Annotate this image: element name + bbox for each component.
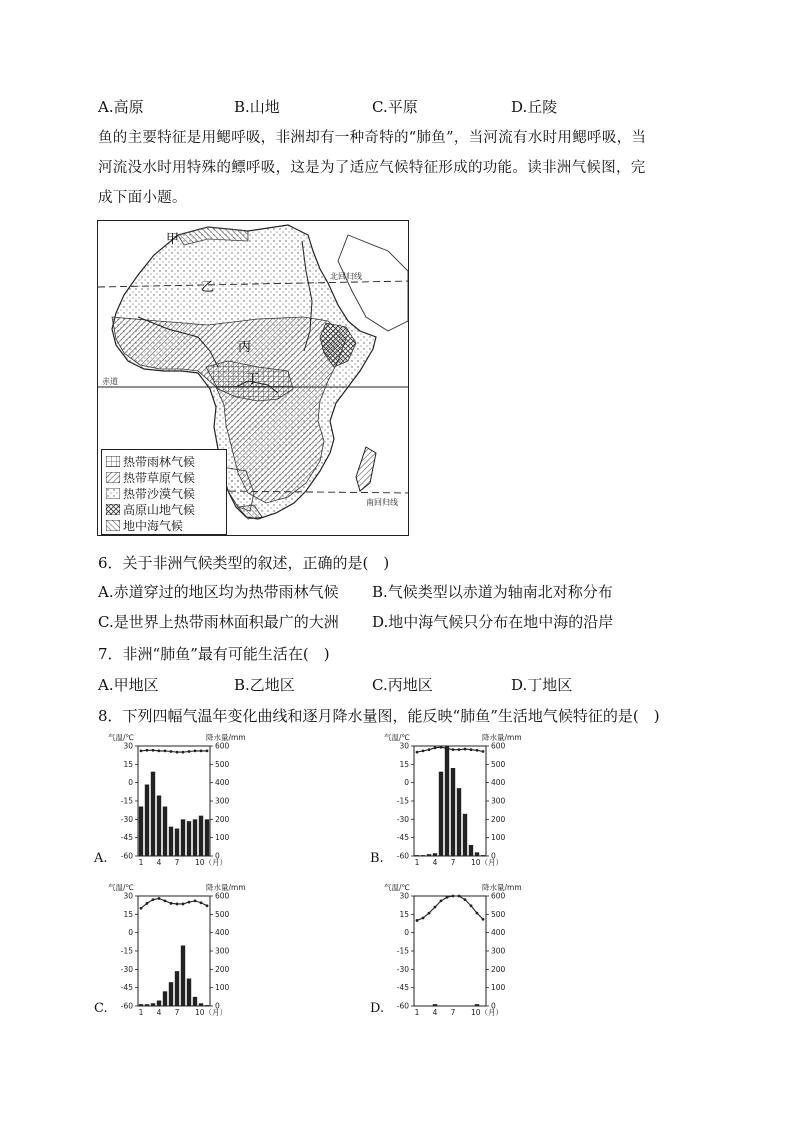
chart-a-precip-bar: [193, 819, 197, 856]
legend-mediterranean: [106, 517, 183, 534]
chart-b-temp-point: [464, 748, 467, 751]
q7-option-a: A.甲地区: [98, 676, 159, 694]
chart-c-x-tick-label: 10（月）: [195, 1008, 228, 1017]
chart-c-temp-point: [152, 898, 155, 901]
chart-a-precip-bar: [139, 807, 143, 857]
chart-b-precip-bar: [433, 853, 437, 856]
chart-b-precip-bar: [481, 855, 485, 856]
chart-c-precip-bar: [145, 1004, 149, 1006]
q6-option-b: B.气候类型以赤道为轴南北对称分布: [372, 583, 613, 601]
chart-c-ylabel-left: 气温/℃: [108, 883, 134, 892]
q6-stem: 6．关于非洲气候类型的叙述，正确的是( ): [98, 554, 390, 572]
chart-a-precip-tick-label: 300: [215, 796, 230, 806]
chart-b-temp-tick-label: -60: [396, 851, 409, 861]
chart-b-precip-tick-label: 400: [491, 778, 506, 788]
chart-b-precip-bar: [469, 845, 473, 856]
chart-b-temp-point: [428, 748, 431, 751]
chart-b-precip-tick-label: 600: [491, 741, 506, 751]
chart-c-temp-tick-label: -45: [120, 983, 133, 993]
chart-b-x-tick-label: 1: [414, 858, 420, 867]
chart-b-temp-tick-label: 0: [404, 778, 409, 788]
chart-c-precip-bar: [205, 1005, 209, 1006]
chart-d-temp-point: [416, 919, 419, 922]
chart-b-precip-bar: [463, 814, 467, 856]
chart-c-temp-line: [141, 898, 207, 908]
legend-savanna-swatch: [106, 472, 120, 483]
chart-d-temp-point: [476, 912, 479, 915]
madagascar: [356, 447, 376, 491]
chart-b-temp-point: [482, 750, 485, 753]
option-d-hill: D.丘陵: [511, 98, 558, 116]
region-jia: 甲: [166, 232, 180, 247]
chart-c-temp-point: [176, 903, 179, 906]
chart-c-precip-tick-label: 100: [215, 983, 230, 993]
region-yi: 乙: [201, 280, 215, 295]
chart-a-precip-tick-label: 600: [215, 741, 230, 751]
chart-c-temp-point: [182, 903, 185, 906]
chart-b-x-tick-label: 4: [432, 858, 438, 867]
chart-b-temp-point: [422, 749, 425, 752]
legend-highland-swatch: [106, 504, 120, 515]
chart-d-temp-point: [434, 906, 437, 909]
chart-d-temp-tick-label: -30: [396, 964, 409, 974]
chart-d-precip-bar: [475, 1004, 479, 1006]
legend-mediterranean-swatch: [106, 520, 120, 531]
q6-option-d: D.地中海气候只分布在地中海的沿岸: [372, 613, 614, 631]
chart-d-temp-line: [417, 896, 483, 920]
chart-a-precip-bar: [181, 819, 185, 856]
legend-savanna: [106, 469, 195, 486]
chart-a-temp-tick-label: 15: [123, 759, 133, 769]
chart-c-temp-point: [158, 897, 161, 900]
chart-d-precip-tick-label: 0: [491, 1001, 496, 1011]
chart-d-x-tick-label: 1: [414, 1008, 420, 1017]
region-ding: 丁: [246, 372, 260, 387]
chart-c-precip-bar: [151, 1003, 155, 1006]
chart-c-precip-tick-label: 500: [215, 909, 230, 919]
chart-d-temp-point: [470, 904, 473, 907]
chart-a-ylabel-left: 气温/℃: [108, 733, 134, 742]
chart-c-temp-point: [164, 899, 167, 902]
option-c-plain: C.平原: [372, 98, 418, 116]
chart-c-temp-tick-label: -30: [120, 964, 133, 974]
chart-a-temp-line: [141, 750, 207, 752]
chart-d-ylabel-right: 降水量/mm: [482, 883, 522, 892]
chart-a-precip-bar: [187, 821, 191, 856]
chart-b-precip-tick-label: 0: [491, 851, 496, 861]
chart-b-precip-bar: [457, 788, 461, 856]
chart-c-precip-tick-label: 200: [215, 964, 230, 974]
chart-c-temp-point: [188, 901, 191, 904]
chart-b-temp-point: [446, 747, 449, 750]
chart-a-temp-point: [164, 749, 167, 752]
chart-b-ylabel-right: 降水量/mm: [482, 733, 522, 742]
q7-option-d: D.丁地区: [511, 676, 573, 694]
chart-a-precip-bar: [163, 807, 167, 857]
chart-b-temp-tick-label: 15: [399, 759, 409, 769]
chart-a-temp-point: [200, 749, 203, 752]
chart-c-precip-bar: [163, 991, 167, 1006]
chart-a-temp-point: [146, 749, 149, 752]
chart-b-precip-bar: [445, 746, 449, 856]
chart-b-precip-bar: [439, 772, 443, 856]
chart-d-temp-point: [446, 896, 449, 899]
chart-d-temp-point: [482, 918, 485, 921]
chart-a-temp-point: [158, 749, 161, 752]
chart-a-precip-bar: [205, 819, 209, 856]
chart-b-precip-bar: [427, 854, 431, 856]
chart-b-frame: [414, 746, 486, 856]
chart-d-temp-tick-label: -60: [396, 1001, 409, 1011]
chart-a-temp-point: [194, 749, 197, 752]
chart-d-x-tick-label: 7: [450, 1008, 456, 1017]
chart-b-temp-tick-label: -30: [396, 814, 409, 824]
chart-d-temp-point: [428, 912, 431, 915]
chart-c-precip-tick-label: 600: [215, 891, 230, 901]
chart-d-ylabel-left: 气温/℃: [384, 883, 410, 892]
chart-c-frame: [138, 896, 210, 1006]
chart-a-precip-bar: [199, 816, 203, 856]
chart-d-x-tick-label: 4: [432, 1008, 438, 1017]
chart-b-temp-point: [470, 748, 473, 751]
chart-c-temp-tick-label: -60: [120, 1001, 133, 1011]
chart-c-precip-tick-label: 400: [215, 928, 230, 938]
chart-a-temp-tick-label: 30: [123, 741, 133, 751]
chart-b-option-label: B.: [370, 851, 384, 866]
legend-rainforest-swatch: [106, 456, 120, 467]
chart-a-precip-bar: [169, 827, 173, 856]
legend-highland-label: 高原山地气候: [123, 503, 196, 517]
chart-a-temp-tick-label: -30: [120, 814, 133, 824]
chart-a-temp-tick-label: -60: [120, 851, 133, 861]
legend-desert: [106, 485, 195, 502]
q7-stem: 7．非洲“肺鱼”最有可能生活在( ): [98, 645, 330, 663]
chart-c-precip-bar: [157, 1001, 161, 1007]
chart-d-temp-point: [452, 895, 455, 898]
tropic-north-label: 北回归线: [330, 272, 362, 281]
chart-a-temp-point: [176, 751, 179, 754]
chart-c-temp-tick-label: 30: [123, 891, 133, 901]
intro-line-3: 成下面小题。: [98, 190, 187, 206]
chart-b-temp-point: [452, 748, 455, 751]
option-a-plateau: A.高原: [98, 98, 144, 116]
map-legend: [101, 449, 227, 535]
chart-b-temp-point: [434, 746, 437, 749]
chart-c-precip-tick-label: 300: [215, 946, 230, 956]
chart-b-temp-point: [458, 748, 461, 751]
chart-a-precip-tick-label: 0: [215, 851, 220, 861]
chart-c-temp-point: [200, 901, 203, 904]
legend-desert-swatch: [106, 488, 120, 499]
equator-label: 赤道: [102, 377, 118, 386]
chart-a-precip-bar: [175, 829, 179, 857]
chart-c-precip-bar: [139, 1004, 143, 1006]
chart-a-precip-tick-label: 200: [215, 814, 230, 824]
chart-b-temp-point: [440, 746, 443, 749]
arabia-coast: [338, 235, 408, 331]
chart-c-temp-tick-label: 15: [123, 909, 133, 919]
chart-b-temp-line: [417, 747, 483, 752]
tropic-south-label: 南回归线: [366, 498, 398, 507]
climate-chart-a: [94, 730, 254, 872]
chart-a-temp-tick-label: -15: [120, 796, 133, 806]
chart-d-precip-tick-label: 200: [491, 964, 506, 974]
chart-d-option-label: D.: [370, 1001, 385, 1016]
intro-line-2: 河流没水时用特殊的鳔呼吸，这是为了适应气候特征形成的功能。读非洲气候图，完: [98, 160, 646, 176]
chart-c-precip-bar: [193, 997, 197, 1006]
chart-b-x-tick-label: 10（月）: [471, 858, 504, 867]
chart-a-x-tick-label: 4: [156, 858, 162, 867]
chart-b-temp-point: [416, 751, 419, 754]
chart-a-x-tick-label: 7: [174, 858, 180, 867]
chart-b-precip-tick-label: 200: [491, 814, 506, 824]
legend-savanna-label: 热带草原气候: [123, 471, 196, 485]
chart-c-temp-point: [146, 902, 149, 905]
chart-b-precip-tick-label: 500: [491, 759, 506, 769]
chart-c-precip-bar: [175, 971, 179, 1006]
legend-mediterranean-label: 地中海气候: [123, 519, 184, 533]
chart-d-frame: [414, 896, 486, 1006]
chart-c-temp-point: [206, 904, 209, 907]
chart-a-ylabel-right: 降水量/mm: [206, 733, 246, 742]
chart-d-precip-tick-label: 600: [491, 891, 506, 901]
chart-c-ylabel-right: 降水量/mm: [206, 883, 246, 892]
region-bing: 丙: [238, 340, 252, 355]
chart-b-precip-bar: [415, 855, 419, 856]
chart-b-precip-bar: [421, 855, 425, 856]
chart-c-x-tick-label: 4: [156, 1008, 162, 1017]
chart-a-x-tick-label: 1: [138, 858, 144, 867]
chart-d-x-tick-label: 10（月）: [471, 1008, 504, 1017]
chart-d-temp-tick-label: 0: [404, 928, 409, 938]
chart-a-temp-tick-label: 0: [128, 778, 133, 788]
q7-option-c: C.丙地区: [372, 676, 433, 694]
chart-a-temp-point: [140, 749, 143, 752]
chart-a-precip-tick-label: 400: [215, 778, 230, 788]
chart-a-temp-point: [206, 749, 209, 752]
chart-b-precip-bar: [475, 852, 479, 856]
chart-d-precip-tick-label: 400: [491, 928, 506, 938]
intro-line-1: 鱼的主要特征是用鳃呼吸，非洲却有一种奇特的“肺鱼”，当河流有水时用鳃呼吸，当: [98, 130, 647, 146]
chart-b-temp-point: [476, 749, 479, 752]
chart-d-temp-point: [422, 917, 425, 920]
chart-b-temp-tick-label: 30: [399, 741, 409, 751]
chart-c-precip-bar: [169, 982, 173, 1006]
chart-d-precip-tick-label: 300: [491, 946, 506, 956]
chart-a-temp-point: [182, 751, 185, 754]
chart-d-precip-tick-label: 100: [491, 983, 506, 993]
chart-a-precip-bar: [151, 772, 155, 856]
chart-d-temp-tick-label: 15: [399, 909, 409, 919]
chart-a-precip-bar: [157, 796, 161, 857]
climate-chart-b: [370, 730, 530, 872]
africa-climate-map: [97, 220, 409, 536]
chart-c-x-tick-label: 7: [174, 1008, 180, 1017]
q7-option-b: B.乙地区: [234, 676, 295, 694]
chart-c-temp-tick-label: 0: [128, 928, 133, 938]
chart-b-x-tick-label: 7: [450, 858, 456, 867]
q6-option-a: A.赤道穿过的地区均为热带雨林气候: [98, 583, 339, 601]
chart-a-precip-bar: [145, 785, 149, 857]
chart-b-temp-tick-label: -15: [396, 796, 409, 806]
chart-d-temp-tick-label: 30: [399, 891, 409, 901]
chart-c-precip-bar: [199, 1003, 203, 1006]
chart-d-temp-point: [440, 899, 443, 902]
chart-d-temp-tick-label: -45: [396, 983, 409, 993]
chart-a-temp-point: [170, 750, 173, 753]
q6-option-c: C.是世界上热带雨林面积最广的大洲: [98, 613, 339, 631]
chart-c-x-tick-label: 1: [138, 1008, 144, 1017]
option-b-mountain: B.山地: [234, 98, 280, 116]
chart-c-option-label: C.: [94, 1001, 108, 1016]
chart-b-precip-tick-label: 100: [491, 833, 506, 843]
chart-b-precip-bar: [451, 768, 455, 856]
chart-d-temp-point: [464, 898, 467, 901]
chart-a-precip-tick-label: 100: [215, 833, 230, 843]
chart-a-x-tick-label: 10（月）: [195, 858, 228, 867]
chart-c-temp-tick-label: -15: [120, 946, 133, 956]
chart-c-temp-point: [194, 899, 197, 902]
chart-d-temp-point: [458, 895, 461, 898]
chart-c-temp-point: [140, 907, 143, 910]
chart-d-temp-tick-label: -15: [396, 946, 409, 956]
legend-rainforest-label: 热带雨林气候: [123, 455, 196, 469]
q8-stem: 8．下列四幅气温年变化曲线和逐月降水量图，能反映“肺鱼”生活地气候特征的是( ): [98, 707, 660, 725]
legend-highland: [106, 501, 195, 518]
legend-desert-label: 热带沙漠气候: [123, 487, 196, 501]
chart-b-ylabel-left: 气温/℃: [384, 733, 410, 742]
chart-a-temp-tick-label: -45: [120, 833, 133, 843]
chart-b-precip-tick-label: 300: [491, 796, 506, 806]
chart-a-precip-tick-label: 500: [215, 759, 230, 769]
chart-b-temp-tick-label: -45: [396, 833, 409, 843]
legend-rainforest: [106, 453, 195, 470]
chart-a-temp-point: [152, 749, 155, 752]
chart-c-precip-bar: [187, 979, 191, 1007]
chart-a-temp-point: [188, 750, 191, 753]
chart-c-precip-bar: [181, 946, 185, 1007]
chart-c-temp-point: [170, 902, 173, 905]
chart-c-precip-tick-label: 0: [215, 1001, 220, 1011]
climate-chart-c: [94, 880, 254, 1022]
chart-d-precip-bar: [433, 1004, 437, 1006]
chart-d-precip-tick-label: 500: [491, 909, 506, 919]
chart-a-option-label: A.: [94, 851, 108, 866]
climate-chart-d: [370, 880, 530, 1022]
